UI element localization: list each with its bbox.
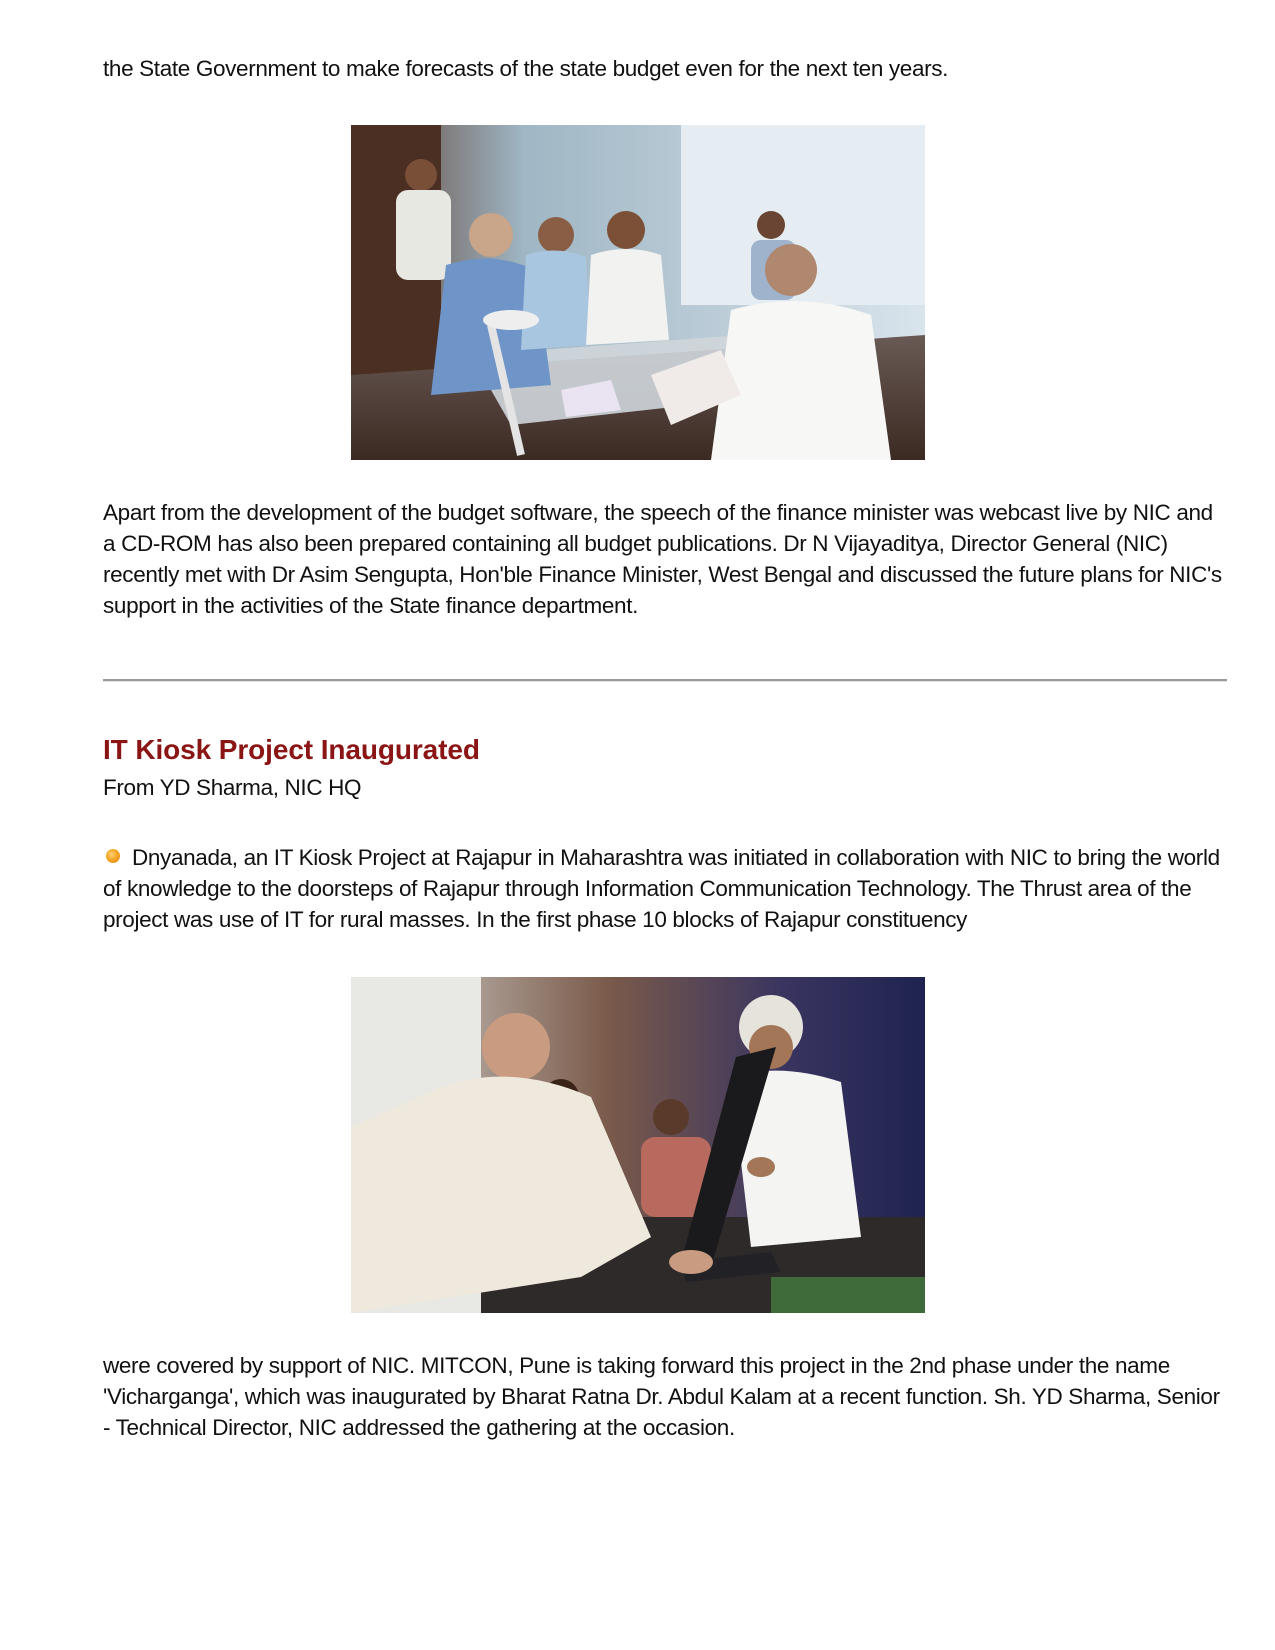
kiosk-paragraph (103, 842, 1223, 935)
closing-paragraph: were covered by support of NIC. MITCON, Pune is taking forward this project in the 2nd phase under the name 'Vicharganga', which was inaugurated by Bharat Ratna Dr. Abdul Kalam at a recent function. Sh. YD Sharma, Senior - Technical Director, NIC addressed the gathering at the occasion. (103, 1353, 1220, 1440)
meeting-photo (351, 125, 925, 460)
orange-bullet-icon (106, 849, 120, 863)
article-headline: IT Kiosk Project Inaugurated (103, 734, 480, 765)
article-byline: From YD Sharma, NIC HQ (103, 775, 362, 800)
ceremony-photo (351, 977, 925, 1313)
intro-paragraph: the State Government to make forecasts of the state budget even for the next ten years. (103, 56, 949, 81)
kiosk-paragraph-text: Dnyanada, an IT Kiosk Project at Rajapur in Maharashtra was initiated in collaboration with NIC to bring the world of knowledge to the doorsteps of Rajapur through Information Communication Technology. The Thrust area of the project was use of IT for rural masses. In the first phase 10 blocks of Rajapur constituency (103, 845, 1220, 932)
section-divider (103, 679, 1227, 682)
budget-paragraph: Apart from the development of the budget software, the speech of the finance minister was webcast live by NIC and a CD-ROM has also been prepared containing all budget publications. Dr N Vijayaditya, Director General (NIC) recently met with Dr Asim Sengupta, Hon'ble Finance Minister, West Bengal and discussed the future plans for NIC's support in the activities of the State finance department. (103, 500, 1222, 618)
